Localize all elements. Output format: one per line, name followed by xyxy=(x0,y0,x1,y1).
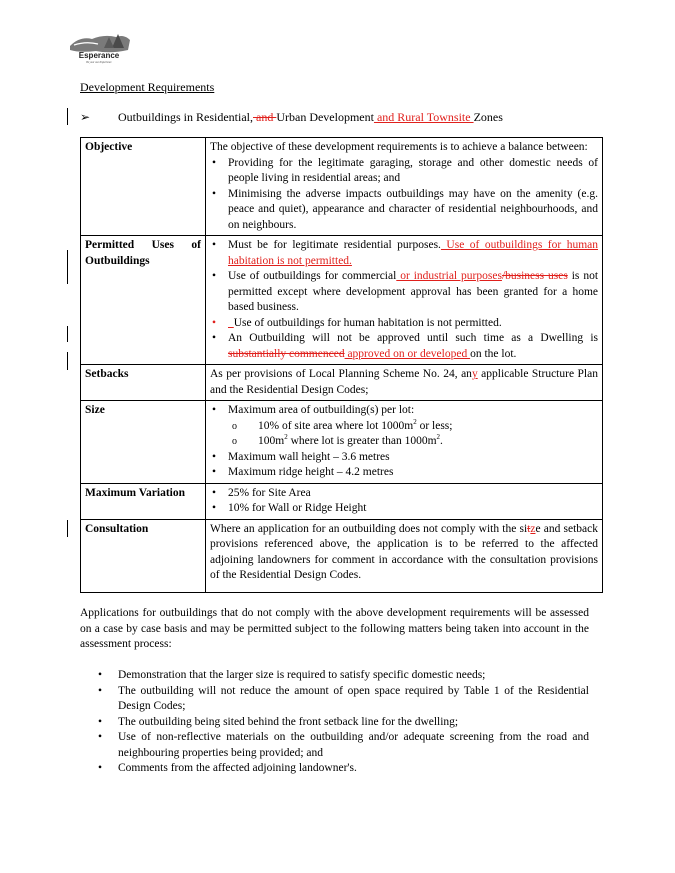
row-label-permitted-uses: Permitted Uses of Outbuildings xyxy=(81,236,206,365)
list-item: • Maximum area of outbuilding(s) per lot: o 10% of site area where lot $1000m^2$ or less; o $100m^2$ where lot is greater than $1000m^2$. xyxy=(210,403,598,450)
change-bar xyxy=(67,250,68,284)
requirements-table xyxy=(80,137,603,593)
row-label-size: Size xyxy=(81,401,206,484)
zones-line: ➢ Outbuildings in Residential, and Urban Development and Rural Townsite Zones xyxy=(80,110,503,124)
change-bar xyxy=(67,326,68,342)
objective-content: The objective of these development requirements is to achieve a balance between: • Providing for the legitimate garaging, storage and other domestic needs of people living in residential areas; and • Minimising the adverse impacts outbuildings may have on the amenity (e.g. peace and quiet), appearance and character of residential neighbourhoods, and on neighbours. xyxy=(206,138,603,236)
list-item: • The outbuilding will not reduce the amount of open space required by Table 1 of the Residential Design Codes; xyxy=(98,684,589,715)
list-item: • An Outbuilding will not be approved until such time as a Dwelling is substantially commenced approved on or developed on the lot. xyxy=(210,331,598,362)
logo-name: Esperance xyxy=(78,51,120,60)
arrow-bullet-icon: ➢ xyxy=(80,110,91,124)
list-item: • Minimising the adverse impacts outbuildings may have on the amenity (e.g. peace and quiet), appearance and character of residential neighbourhoods, and on neighbours. xyxy=(210,187,598,234)
list-item: • Comments from the affected adjoining landowner's. xyxy=(98,761,589,777)
list-item: • Use of outbuildings for human habitation is not permitted. xyxy=(210,316,598,332)
list-item: • Use of non-reflective materials on the outbuilding and/or adequate screening from the road and neighbouring properties being provided; and xyxy=(98,730,589,761)
assessment-paragraph: Applications for outbuildings that do not comply with the above development requirements will be assessed on a case by case basis and may be permitted subject to the following matters being taken into account in the assessment process: xyxy=(80,607,589,650)
table-row xyxy=(81,365,603,401)
list-item: o $100m^2$ where lot is greater than $1000m^2$. xyxy=(228,434,598,450)
row-label-maximum-variation: Maximum Variation xyxy=(81,483,206,519)
row-label-setbacks: Setbacks xyxy=(81,365,206,401)
list-item: • Demonstration that the larger size is required to satisfy specific domestic needs; xyxy=(98,668,589,684)
consultation-content: Where an application for an outbuilding does not comply with the sitze and setback provisions referenced above, the application is to be referred to the affected adjoining landowners for comment in accordance with the consultation provisions of the Residential Design Codes. xyxy=(206,519,603,592)
logo-tagline: Be your own Experience xyxy=(86,61,112,64)
list-item: • Providing for the legitimate garaging, storage and other domestic needs of people living in residential areas; and xyxy=(210,156,598,187)
list-item: • Maximum wall height – 3.6 metres xyxy=(210,450,598,466)
table-row xyxy=(81,138,603,236)
esperance-logo xyxy=(66,28,132,64)
size-content xyxy=(206,401,603,484)
table-row xyxy=(81,401,603,484)
list-item: • Use of outbuildings for commercial or industrial purposes/business uses is not permitted except where development approval has been granted for a home based business. xyxy=(210,269,598,316)
change-bar xyxy=(67,108,68,125)
table-row xyxy=(81,236,603,365)
change-bar xyxy=(67,520,68,537)
assessment-matters-list xyxy=(98,668,589,777)
table-row xyxy=(81,483,603,519)
table-row xyxy=(81,519,603,592)
list-item: o 10% of site area where lot $1000m^2$ or less; xyxy=(228,419,598,435)
change-bar xyxy=(67,352,68,370)
variation-content xyxy=(206,483,603,519)
list-item: • Maximum ridge height – 4.2 metres xyxy=(210,465,598,481)
row-label-objective: Objective xyxy=(81,138,206,236)
section-heading: Development Requirements xyxy=(80,80,215,94)
row-label-consultation: Consultation xyxy=(81,519,206,592)
list-item: • The outbuilding being sited behind the front setback line for the dwelling; xyxy=(98,715,589,731)
list-item: • Must be for legitimate residential purposes. Use of outbuildings for human habitation is not permitted. xyxy=(210,238,598,269)
list-item: • 25% for Site Area xyxy=(210,486,598,502)
list-item: • 10% for Wall or Ridge Height xyxy=(210,501,598,517)
permitted-content xyxy=(206,236,603,365)
setbacks-content: As per provisions of Local Planning Scheme No. 24, any applicable Structure Plan and the Residential Design Codes; xyxy=(206,365,603,401)
